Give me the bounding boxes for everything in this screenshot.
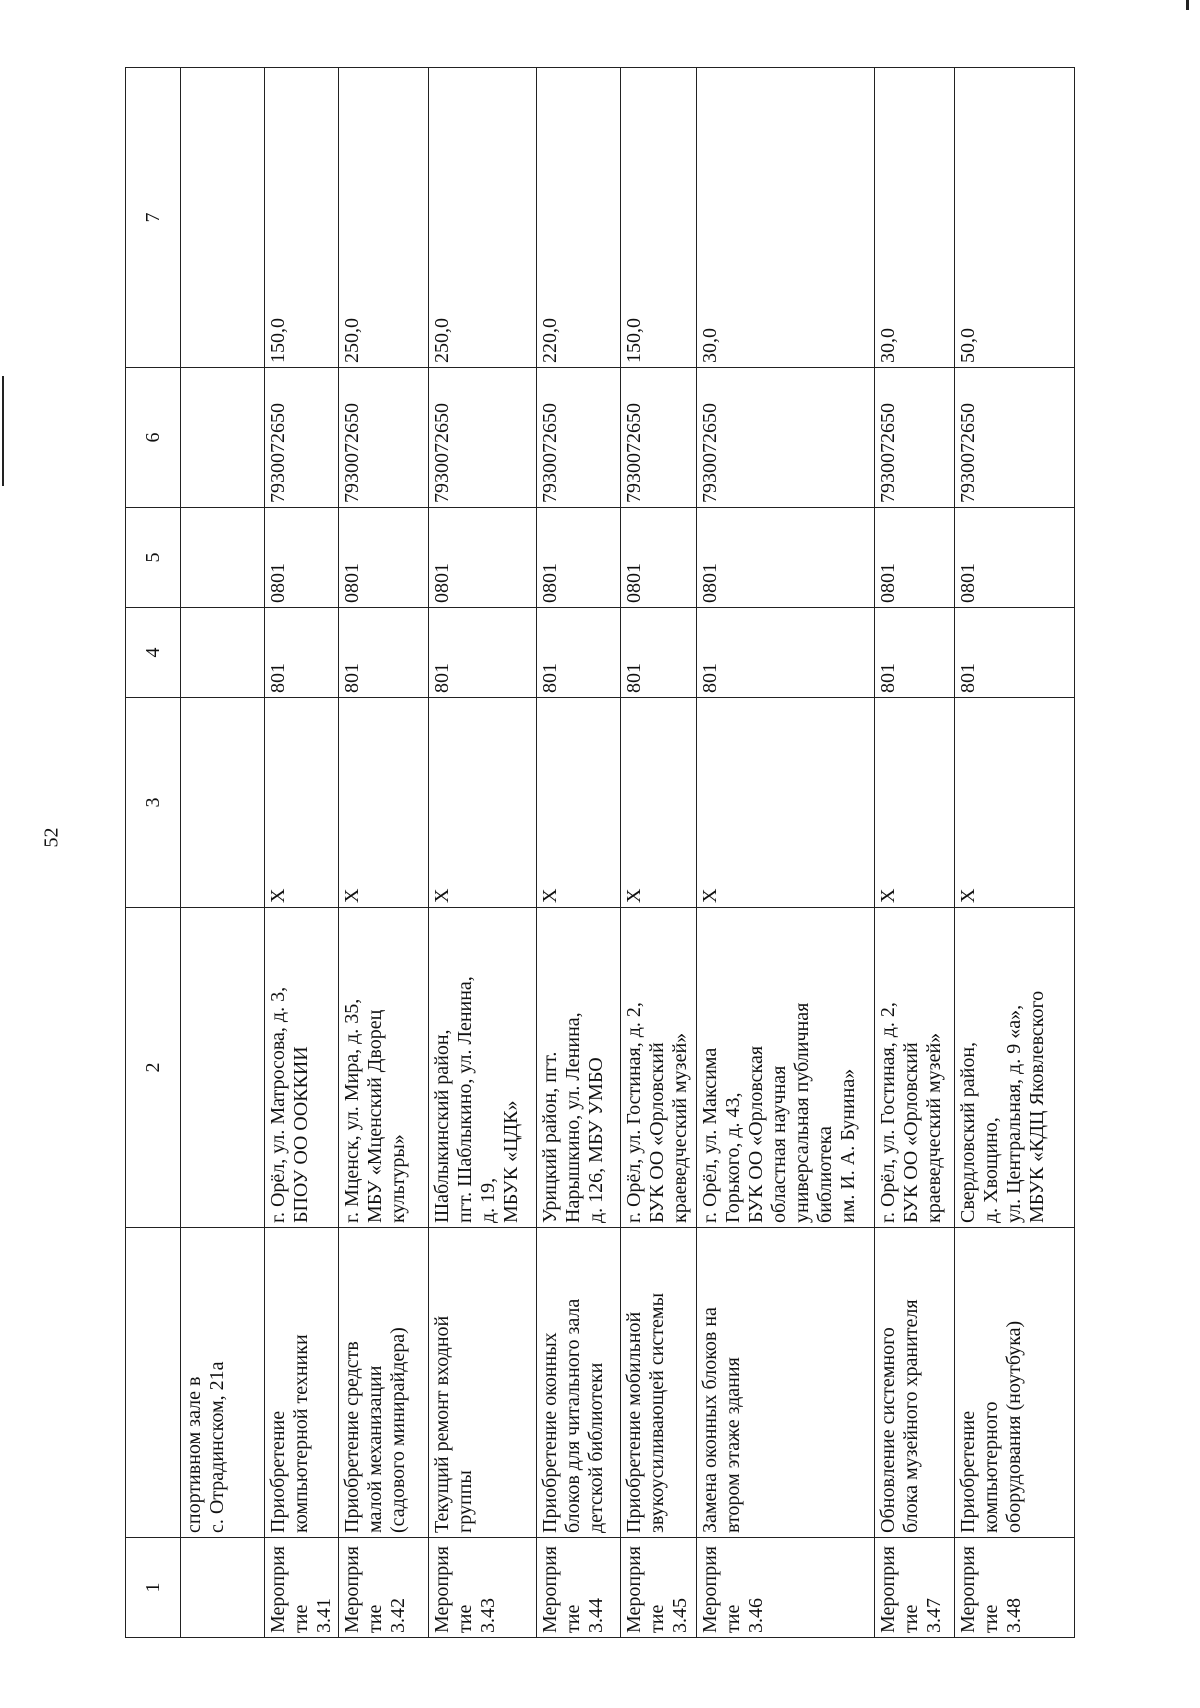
col6-cell: [537, 368, 621, 508]
table-row: [265, 68, 339, 1638]
header-col-2: 2: [126, 908, 181, 1228]
col3-cell-text: X: [431, 888, 453, 903]
amount-cell: [265, 68, 339, 368]
event-id-cell: [265, 1538, 339, 1638]
col5-cell: [697, 508, 875, 608]
col5-cell-text: 0801: [699, 563, 721, 603]
col6-cell: [697, 368, 875, 508]
event-address-cell: [955, 908, 1075, 1228]
rotated-table-container: [125, 68, 1075, 1638]
col4-cell-text: 801: [623, 663, 645, 693]
col5-cell: [265, 508, 339, 608]
col6-cell-text: 7930072650: [539, 403, 561, 503]
col5-cell: [875, 508, 955, 608]
col6-cell-text: 7930072650: [957, 403, 979, 503]
cont-cell-1: [181, 1538, 265, 1638]
header-col-1: 1: [126, 1538, 181, 1638]
event-address-cell-text: Шаблыкинский район, пгт. Шаблыкино, ул. Ленина, д. 19, МБУК «ЦДК»: [431, 976, 522, 1223]
event-address-cell-text: г. Орёл, ул. Гостиная, д. 2, БУК ОО «Орловский краеведческий музей»: [623, 1002, 691, 1223]
event-id-cell-text: Мероприятие 3.48: [957, 1545, 1025, 1633]
col3-cell: [621, 698, 697, 908]
event-name-cell-text: Обновление системного блока музейного хранителя: [877, 1299, 922, 1533]
header-col-1b: [126, 1228, 181, 1538]
col6-cell: [621, 368, 697, 508]
event-name-cell: [537, 1228, 621, 1538]
event-name-cell: [621, 1228, 697, 1538]
cont-cell-name: спортивном зале в с. Отрадинском, 21а: [181, 1228, 265, 1538]
event-address-cell: [875, 908, 955, 1228]
col3-cell-text: X: [877, 888, 899, 903]
event-address-cell-text: г. Орёл, ул. Максима Горького, д. 43, БУК ОО «Орловская областная научная универсальная публичная библиотека им. И. А. Бунина»: [699, 1002, 859, 1223]
event-name-cell-text: Приобретение мобильной звукоусиливающей системы: [623, 1292, 668, 1533]
col3-cell-text: X: [539, 888, 561, 903]
col3-cell: [429, 698, 537, 908]
header-col-3: 3: [126, 698, 181, 908]
event-id-cell-text: Мероприятие 3.46: [699, 1545, 767, 1633]
col4-cell-text: 801: [699, 663, 721, 693]
col5-cell: [621, 508, 697, 608]
col4-cell: [339, 608, 429, 698]
col5-cell-text: 0801: [623, 563, 645, 603]
col4-cell: [955, 608, 1075, 698]
col3-cell: [955, 698, 1075, 908]
event-id-cell-text: Мероприятие 3.45: [623, 1545, 691, 1633]
table-row: [537, 68, 621, 1638]
event-address-cell-text: г. Орёл, ул. Гостиная, д. 2, БУК ОО «Орловский краеведческий музей»: [877, 1002, 945, 1223]
cont-cell-6: [181, 368, 265, 508]
col3-cell-text: X: [623, 888, 645, 903]
event-name-cell-text: Приобретение оконных блоков для читального зала детской библиотеки: [539, 1298, 607, 1533]
event-address-cell-text: г. Мценск, ул. Мира, д. 35, МБУ «Мценский Дворец культуры»: [341, 998, 409, 1223]
amount-cell: [537, 68, 621, 368]
event-name-cell-text: Приобретение компьютерного оборудования (ноутбука): [957, 1320, 1025, 1533]
budget-table: [125, 67, 1075, 1638]
amount-cell-text: 30,0: [699, 328, 721, 363]
col4-cell-text: 801: [957, 663, 979, 693]
col3-cell-text: X: [267, 888, 289, 903]
col6-cell-text: 7930072650: [267, 403, 289, 503]
col5-cell: [429, 508, 537, 608]
header-row: [126, 68, 181, 1638]
col5-cell-text: 0801: [267, 563, 289, 603]
col5-cell-text: 0801: [431, 563, 453, 603]
event-address-cell: [621, 908, 697, 1228]
col6-cell-text: 7930072650: [877, 403, 899, 503]
event-id-cell: [339, 1538, 429, 1638]
col4-cell: [429, 608, 537, 698]
col4-cell: [537, 608, 621, 698]
table-row: [429, 68, 537, 1638]
table-row: [621, 68, 697, 1638]
amount-cell-text: 220,0: [539, 318, 561, 363]
col6-cell: [429, 368, 537, 508]
event-id-cell: [429, 1538, 537, 1638]
col5-cell: [339, 508, 429, 608]
event-name-cell-text: Приобретение компьютерной техники: [267, 1334, 312, 1533]
page-number: 52: [40, 827, 63, 848]
col4-cell-text: 801: [431, 663, 453, 693]
event-id-cell: [955, 1538, 1075, 1638]
table-row: [875, 68, 955, 1638]
cont-cell-5: [181, 508, 265, 608]
header-col-5: 5: [126, 508, 181, 608]
col4-cell: [265, 608, 339, 698]
col4-cell: [697, 608, 875, 698]
col4-cell-text: 801: [267, 663, 289, 693]
event-name-cell: [429, 1228, 537, 1538]
col5-cell: [537, 508, 621, 608]
amount-cell: [621, 68, 697, 368]
cont-cell-2: [181, 908, 265, 1228]
event-address-cell: [339, 908, 429, 1228]
event-address-cell-text: Урицкий район, пгт. Нарышкино, ул. Ленина, д. 126, МБУ УМБО: [539, 1012, 607, 1223]
event-address-cell: [537, 908, 621, 1228]
event-id-cell-text: Мероприятие 3.47: [877, 1545, 945, 1633]
event-id-cell: [875, 1538, 955, 1638]
continuation-row: [181, 68, 265, 1638]
col6-cell: [875, 368, 955, 508]
event-name-cell: [339, 1228, 429, 1538]
col3-cell: [265, 698, 339, 908]
amount-cell-text: 250,0: [341, 318, 363, 363]
scan-mark-left: [2, 376, 4, 486]
event-name-cell-text: Текущий ремонт входной группы: [431, 1315, 476, 1533]
col6-cell: [339, 368, 429, 508]
amount-cell-text: 250,0: [431, 318, 453, 363]
col3-cell: [537, 698, 621, 908]
amount-cell: [339, 68, 429, 368]
amount-cell: [697, 68, 875, 368]
event-name-cell: [697, 1228, 875, 1538]
col6-cell-text: 7930072650: [341, 403, 363, 503]
col6-cell-text: 7930072650: [431, 403, 453, 503]
amount-cell: [875, 68, 955, 368]
amount-cell-text: 150,0: [267, 318, 289, 363]
col5-cell-text: 0801: [341, 563, 363, 603]
col5-cell: [955, 508, 1075, 608]
col5-cell-text: 0801: [539, 563, 561, 603]
event-id-cell-text: Мероприятие 3.44: [539, 1545, 607, 1633]
event-address-cell: [429, 908, 537, 1228]
amount-cell-text: 150,0: [623, 318, 645, 363]
amount-cell: [429, 68, 537, 368]
cont-cell-3: [181, 698, 265, 908]
amount-cell-text: 50,0: [957, 328, 979, 363]
header-col-4: 4: [126, 608, 181, 698]
event-id-cell: [537, 1538, 621, 1638]
event-name-cell-text: Замена оконных блоков на втором этаже здания: [699, 1307, 744, 1533]
scan-mark-corner: [1186, 0, 1189, 10]
amount-cell: [955, 68, 1075, 368]
event-name-cell: [875, 1228, 955, 1538]
cont-cell-7: [181, 68, 265, 368]
event-id-cell: [621, 1538, 697, 1638]
table-row: [339, 68, 429, 1638]
col3-cell-text: X: [957, 888, 979, 903]
event-id-cell-text: Мероприятие 3.42: [341, 1545, 409, 1633]
event-id-cell: [697, 1538, 875, 1638]
col4-cell: [621, 608, 697, 698]
col6-cell: [955, 368, 1075, 508]
col5-cell-text: 0801: [877, 563, 899, 603]
table-row: [955, 68, 1075, 1638]
event-id-cell-text: Мероприятие 3.43: [431, 1545, 499, 1633]
table-row: [697, 68, 875, 1638]
col6-cell-text: 7930072650: [699, 403, 721, 503]
col6-cell-text: 7930072650: [623, 403, 645, 503]
col3-cell: [697, 698, 875, 908]
col3-cell: [339, 698, 429, 908]
col5-cell-text: 0801: [957, 563, 979, 603]
event-address-cell: [265, 908, 339, 1228]
header-col-7: 7: [126, 68, 181, 368]
event-address-cell-text: г. Орёл, ул. Матросова, д. 3, БПОУ ОО ООККИИ: [267, 986, 312, 1223]
col3-cell-text: X: [699, 888, 721, 903]
event-name-cell: [265, 1228, 339, 1538]
event-address-cell-text: Свердловский район, д. Хвощино, ул. Центральная, д. 9 «а», МБУК «КДЦ Яковлевского: [957, 990, 1048, 1223]
col4-cell: [875, 608, 955, 698]
header-col-6: 6: [126, 368, 181, 508]
event-name-cell-text: Приобретение средств малой механизации (садового минирайдера): [341, 1327, 409, 1533]
event-address-cell: [697, 908, 875, 1228]
col4-cell-text: 801: [341, 663, 363, 693]
col6-cell: [265, 368, 339, 508]
event-id-cell-text: Мероприятие 3.41: [267, 1545, 335, 1633]
col3-cell-text: X: [341, 888, 363, 903]
amount-cell-text: 30,0: [877, 328, 899, 363]
cont-cell-4: [181, 608, 265, 698]
event-name-cell: [955, 1228, 1075, 1538]
col4-cell-text: 801: [539, 663, 561, 693]
col3-cell: [875, 698, 955, 908]
col4-cell-text: 801: [877, 663, 899, 693]
